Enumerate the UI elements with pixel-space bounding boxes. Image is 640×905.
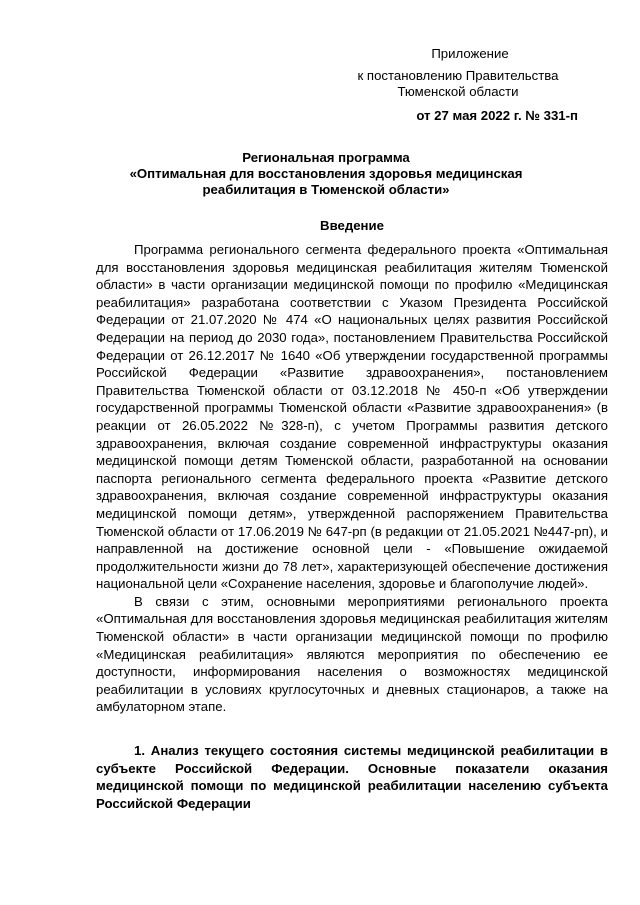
program-title-line: «Оптимальная для восстановления здоровья медицинская	[129, 166, 523, 181]
introduction-heading: Введение	[320, 218, 384, 233]
introduction-body	[96, 241, 608, 716]
program-title-line: реабилитация в Тюменской области»	[202, 182, 450, 197]
introduction-paragraph: Программа регионального сегмента федерального проекта «Оптимальная для восстановления здоровья медицинская реабилитация жителям Тюменской области» в части организации медицинской помощи по профилю «Медицинская реабилитация» разработана соответствии с Указом Президента Российской Федерации от 21.07.2020 № 474 «О национальных целях развития Российской Федерации на период до 2030 года», постановлением Правительства Российской Федерации от 26.12.2017 № 1640 «Об утверждении государственной программы Российской Федерации «Развитие здравоохранения», постановлением Правительства Тюменской области от 03.12.2018 № 450-п «Об утверждении государственной программы Тюменской области «Развитие здравоохранения» (в реакции от 26.05.2022 №328-п), с учетом Программы развития детского здравоохранения, включая создание современной инфраструктуры оказания медицинской помощи детям Тюменской области, разработанной на основании паспорта регионального сегмента федерального проекта «Развитие детского здравоохранения, включая создание современной инфраструктуры оказания медицинской помощи детям», утвержденной распоряжением Правительства Тюменской области от 17.06.2019 № 647-рп (в редакции от 21.05.2021 №447-рп), и направленной на достижение основной цели - «Повышение ожидаемой продолжительности жизни до 78 лет», характеризующей обеспечение достижения национальной цели «Сохранение населения, здоровье и благополучие людей».	[96, 242, 608, 592]
section1-heading: 1. Анализ текущего состояния системы медицинской реабилитации в субъекте Российской Федерации. Основные показатели оказания медицинской помощи по медицинской реабилитации населению субъекта Российской Федерации	[96, 743, 608, 811]
appendix-title: Приложение	[431, 46, 509, 61]
program-title-line: Региональная программа	[242, 150, 410, 165]
program-title	[96, 150, 556, 198]
appendix-decree-line: к постановлению Правительства	[357, 68, 559, 83]
appendix-block	[338, 46, 578, 124]
appendix-date-number: от 27 мая 2022 г. № 331-п	[416, 108, 578, 123]
appendix-region-line: Тюменской области	[397, 84, 519, 99]
introduction-paragraph: В связи с этим, основными мероприятиями регионального проекта «Оптимальная для восстановления здоровья медицинская реабилитация жителям Тюменской области» в части организации медицинской помощи по профилю «Медицинская реабилитация» являются мероприятия по обеспечению ее доступности, информирования населения о возможностях медицинской реабилитации в условиях круглосуточных и дневных стационаров, а также на амбулаторном этапе.	[96, 593, 608, 715]
